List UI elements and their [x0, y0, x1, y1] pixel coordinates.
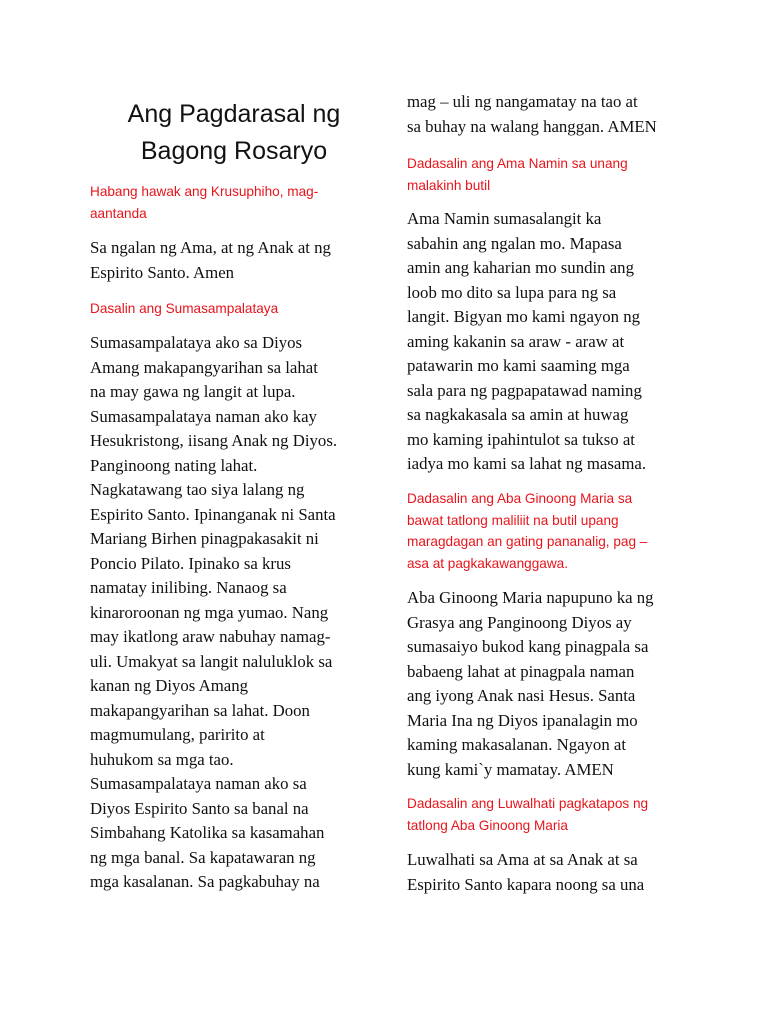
rubric-line: malakinh butil [407, 177, 491, 193]
rubric-line: Dasalin ang Sumasampalataya [90, 301, 279, 316]
prayer-glory-be [407, 848, 644, 897]
prayer-line: sumasaiyo bukod kang pinagpala sa [407, 637, 649, 656]
prayer-line: magmumulang, paririto at [90, 725, 265, 744]
title-line: Ang Pagdarasal ng [127, 100, 341, 128]
prayer-line: iadya mo kami sa lahat ng masama. [407, 454, 647, 473]
prayer-line: makapangyarihan sa lahat. Doon [90, 700, 310, 720]
prayer-line: mag – uli ng nangamatay na tao at [407, 92, 638, 111]
prayer-line: Panginoong nating lahat. [90, 455, 258, 475]
prayer-line: babaeng lahat at pinagpala naman [407, 661, 635, 681]
prayer-line: Aba Ginoong Maria napupuno ka ng [407, 588, 654, 607]
rubric-our-father-instruction [407, 153, 628, 196]
rubric-line: maragdagan an gating pananalig, pag – [407, 534, 648, 550]
prayer-apostles-creed [90, 331, 337, 895]
prayer-line: amin ang kaharian mo sundin ang [407, 258, 634, 277]
prayer-line: na may gawa ng langit at lupa. [90, 382, 296, 401]
prayer-line: kanan ng Diyos Amang [90, 676, 249, 695]
prayer-line: Amang makapangyarihan sa lahat [90, 357, 318, 377]
rubric-line: Dadasalin ang Ama Namin sa unang [407, 156, 628, 171]
prayer-line: loob mo dito sa lupa para ng sa [407, 282, 617, 302]
prayer-line: Sumasampalataya naman ako kay [90, 406, 317, 426]
title-line: Bagong Rosaryo [140, 137, 328, 165]
prayer-line: kaming makasalanan. Ngayon at [407, 735, 627, 754]
rubric-line: Dadasalin ang Luwalhati pagkatapos ng [407, 796, 649, 811]
prayer-line: may ikatlong araw nabuhay namag- [90, 627, 331, 646]
prayer-line: sala para ng pagpapatawad naming [407, 380, 642, 400]
prayer-line: huhukom sa mga tao. [90, 749, 234, 769]
prayer-sign-of-cross [90, 236, 331, 285]
prayer-line: Espirito Santo. Ipinanganak ni Santa [90, 504, 336, 524]
prayer-line: sa nagkakasala sa amin at huwag [407, 405, 629, 424]
prayer-line: sabahin ang ngalan mo. Mapasa [407, 233, 622, 253]
rubric-line: asa at pagkakawanggawa. [407, 555, 568, 571]
prayer-line: Sumasampalataya ako sa Diyos [90, 333, 303, 352]
prayer-line: aming kakanin sa araw - araw at [407, 331, 625, 351]
prayer-line: kinaroroonan ng mga yumao. Nang [90, 602, 329, 622]
prayer-line: mga kasalanan. Sa pagkabuhay na [90, 872, 320, 891]
prayer-line: Diyos Espirito Santo sa banal na [90, 798, 309, 818]
prayer-line: ng mga banal. Sa kapatawaran ng [90, 847, 316, 867]
prayer-line: Simbahang Katolika sa kasamahan [90, 823, 325, 842]
prayer-line: Grasya ang Panginoong Diyos ay [407, 612, 632, 632]
document-title [90, 96, 378, 170]
prayer-line: Poncio Pilato. Ipinako sa krus [90, 553, 291, 573]
rubric-line: Dadasalin ang Aba Ginoong Maria sa [407, 491, 633, 506]
prayer-line: Maria Ina ng Diyos ipanalagin mo [407, 710, 638, 730]
prayer-line: patawarin mo kami saaming mga [407, 356, 630, 375]
prayer-line: sa buhay na walang hanggan. AMEN [407, 116, 657, 136]
prayer-hail-mary [407, 586, 654, 782]
rubric-line: Habang hawak ang Krusuphiho, mag- [90, 184, 319, 199]
prayer-line: Espirito Santo kapara noong sa una [407, 874, 645, 894]
rubric-glory-be-instruction [407, 793, 648, 836]
prayer-line: Mariang Birhen pinagpakasakit ni [90, 529, 319, 548]
prayer-our-father [407, 207, 646, 477]
prayer-line: langit. Bigyan mo kami ngayon ng [407, 307, 641, 326]
prayer-line: uli. Umakyat sa langit naluluklok sa [90, 651, 333, 671]
rubric-line: aantanda [90, 205, 147, 221]
rubric-line: tatlong Aba Ginoong Maria [407, 817, 568, 833]
rubric-line: bawat tatlong maliliit na butil upang [407, 512, 619, 528]
prayer-line: Ama Namin sumasalangit ka [407, 209, 602, 228]
prayer-creed-continued [407, 90, 657, 139]
prayer-line: kung kami`y mamatay. AMEN [407, 759, 614, 779]
prayer-line: Sumasampalataya naman ako sa [90, 774, 307, 793]
rubric-hail-mary-instruction [407, 488, 647, 574]
prayer-line: ang iyong Anak nasi Hesus. Santa [407, 686, 636, 705]
prayer-line: mo kaming ipahintulot sa tukso at [407, 429, 635, 449]
rubric-crucifix-instruction [90, 181, 318, 224]
prayer-line: Espirito Santo. Amen [90, 262, 235, 282]
prayer-line: Luwalhati sa Ama at sa Anak at sa [407, 850, 638, 869]
prayer-line: Hesukristong, iisang Anak ng Diyos. [90, 431, 338, 450]
rubric-creed-instruction [90, 298, 278, 320]
prayer-line: namatay inilibing. Nanaog sa [90, 578, 287, 597]
prayer-line: Sa ngalan ng Ama, at ng Anak at ng [90, 238, 331, 257]
prayer-line: Nagkatawang tao siya lalang ng [90, 480, 305, 499]
